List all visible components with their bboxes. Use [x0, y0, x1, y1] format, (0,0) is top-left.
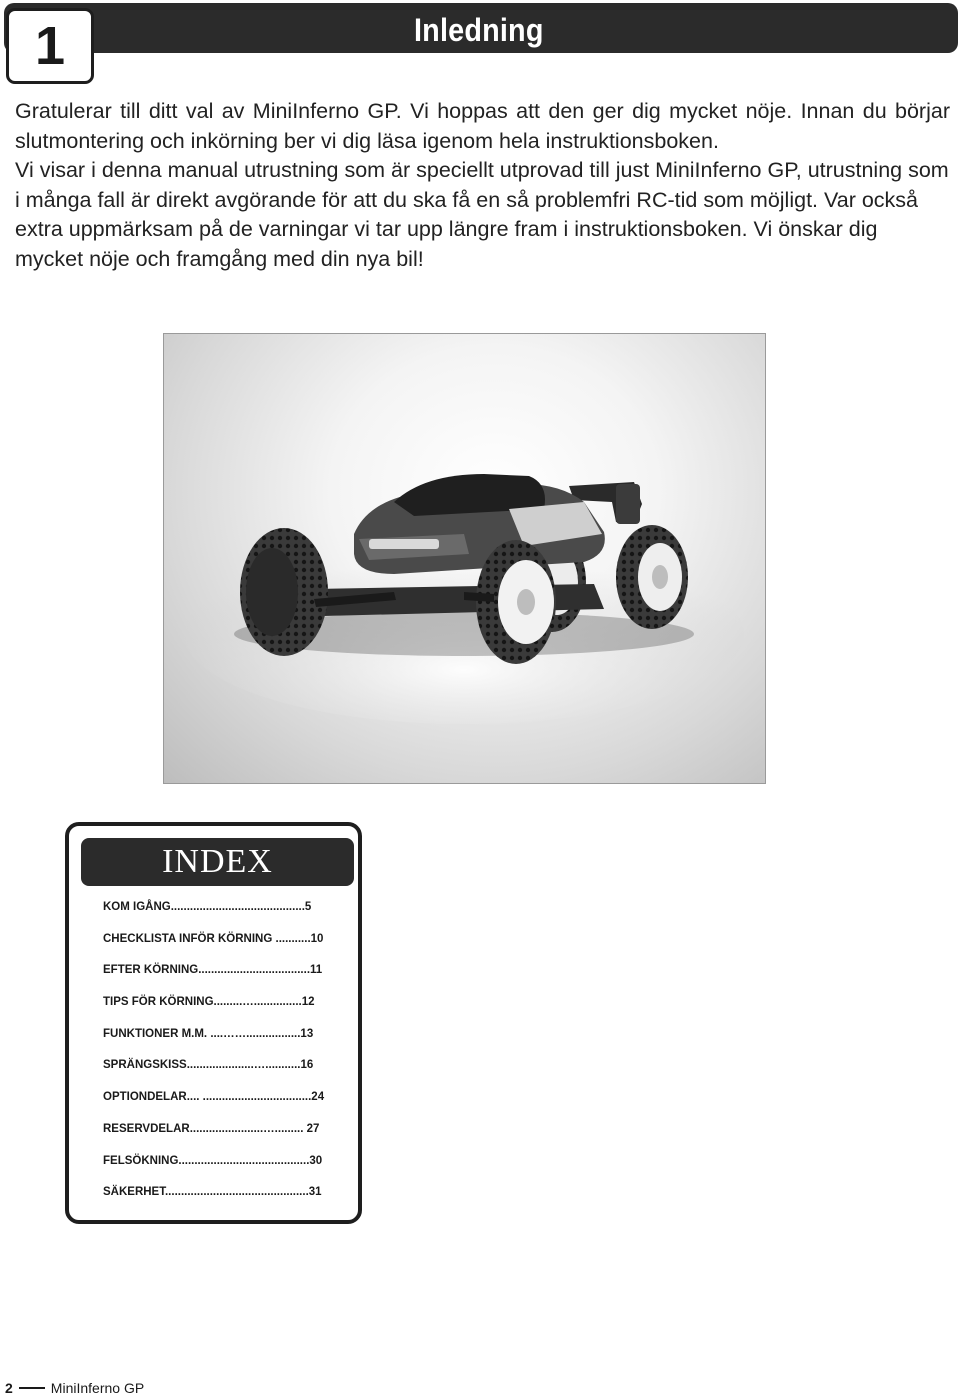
footer-divider — [19, 1387, 45, 1389]
index-item: TIPS FÖR KÖRNING.........…...............12 — [103, 996, 315, 1009]
rc-truggy-illustration — [164, 334, 765, 783]
index-list — [103, 900, 335, 1217]
intro-paragraph-1: Gratulerar till ditt val av MiniInferno GP. Vi hoppas att den ger dig mycket nöje. Innan du börjar slutmontering och inkörning ber vi dig läsa igenom hela instruktionsboken. — [15, 99, 950, 153]
index-item: EFTER KÖRNING...................................11 — [103, 964, 323, 977]
page-number: 2 — [5, 1380, 13, 1396]
footer-product-name: MiniInferno GP — [50, 1380, 145, 1396]
index-item: OPTIONDELAR.... ..................................24 — [103, 1091, 325, 1104]
intro-paragraph-2: Vi visar i denna manual utrustning som är speciellt utprovad till just MiniInferno GP, utrustning som i många fall är direkt avgörande för att du ska få en så problemfri RC-tid som möjligt. Var också extra uppmärksam på de varningar vi tar upp längre fram i instruktionsboken. Vi önskar dig mycket nöje och framgång med din nya bil! — [15, 158, 949, 271]
index-item: FUNKTIONER M.M. ....…….................13 — [103, 1027, 314, 1040]
index-item: SÄKERHET.............................................31 — [103, 1186, 322, 1199]
index-title: INDEX — [81, 838, 354, 886]
header-bar — [4, 3, 958, 53]
intro-text — [15, 97, 950, 274]
index-item: SPRÄNGSKISS.....................…...........16 — [103, 1059, 314, 1072]
index-item: KOM IGÅNG..........................................5 — [103, 901, 312, 913]
index-box — [65, 822, 362, 1224]
chapter-number: 1 — [6, 8, 94, 84]
index-item: RESERVDELAR.......................…......... 27 — [103, 1122, 320, 1135]
index-item: FELSÖKNING.........................................30 — [103, 1154, 323, 1167]
index-item: CHECKLISTA INFÖR KÖRNING ...........10 — [103, 932, 324, 945]
page-title: Inledning — [414, 12, 544, 48]
product-photo — [163, 333, 766, 784]
page-footer — [5, 1380, 144, 1396]
